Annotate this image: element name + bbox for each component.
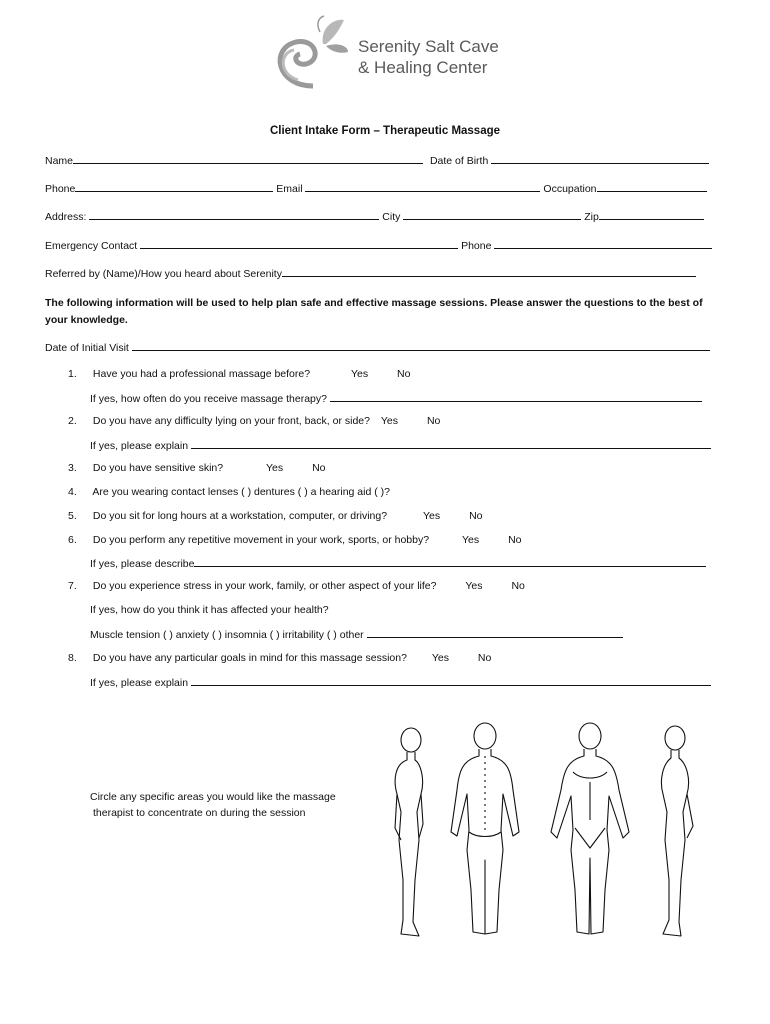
zip-label: Zip [584, 211, 599, 223]
circle-instruction [90, 789, 336, 821]
emergency-field[interactable] [140, 239, 458, 249]
city-field[interactable] [403, 210, 581, 220]
no-option[interactable]: No [469, 510, 483, 522]
phone-row [45, 182, 725, 195]
followup-text: If yes, please describe [90, 558, 195, 570]
referred-label: Referred by (Name)/How you heard about Serenity [45, 268, 282, 280]
body-side-right-figure [661, 726, 693, 936]
question-number: 4. [68, 486, 77, 498]
emergency-row [45, 239, 725, 252]
phone-field[interactable] [75, 182, 273, 192]
followup-text: If yes, please explain [90, 677, 189, 689]
dob-field[interactable] [491, 154, 709, 164]
yes-option[interactable]: Yes [465, 580, 483, 592]
yes-option[interactable]: Yes [431, 652, 449, 664]
logo [268, 14, 508, 92]
followup-field[interactable] [191, 676, 711, 686]
no-option[interactable]: No [312, 462, 326, 474]
butterfly-swirl-icon [268, 14, 354, 92]
question-text: Do you sit for long hours at a workstation, computer, or driving? [92, 510, 388, 522]
question-number: 5. [68, 510, 77, 522]
followup-field[interactable] [194, 557, 706, 567]
phone-label: Phone [45, 183, 76, 195]
body-back-figure [451, 723, 519, 934]
question-number: 8. [68, 652, 77, 664]
emergency-label: Emergency Contact [45, 240, 138, 252]
question-number: 2. [68, 415, 77, 427]
address-row [45, 210, 725, 223]
city-label: City [382, 211, 401, 223]
question-text[interactable]: Are you wearing contact lenses ( ) dentures ( ) a hearing aid ( )? [92, 486, 390, 498]
question-7 [68, 580, 525, 592]
question-1-followup [90, 392, 702, 405]
form-title: Client Intake Form – Therapeutic Massage [269, 125, 501, 137]
yes-option[interactable]: Yes [380, 415, 399, 427]
question-2 [68, 415, 440, 427]
followup-field[interactable] [330, 392, 702, 402]
name-field[interactable] [73, 154, 423, 164]
address-field[interactable] [89, 210, 379, 220]
question-3 [68, 462, 326, 474]
yes-option[interactable]: Yes [350, 368, 369, 380]
yes-option[interactable]: Yes [423, 510, 441, 522]
name-label: Name [45, 155, 74, 167]
yes-option[interactable]: Yes [266, 462, 284, 474]
question-text: Do you perform any repetitive movement in your work, sports, or hobby? [92, 534, 430, 546]
question-text: Do you have any particular goals in mind for this massage session? [92, 652, 407, 664]
question-4 [68, 486, 390, 498]
email-field[interactable] [305, 182, 540, 192]
occupation-field[interactable] [597, 182, 707, 192]
logo-line-1: Serenity Salt Cave [358, 37, 499, 56]
circle-instruction-line-2: therapist to concentrate on during the session [93, 807, 306, 819]
referred-row [45, 267, 725, 280]
emergency-phone-label: Phone [461, 240, 492, 252]
symptoms-text[interactable]: Muscle tension ( ) anxiety ( ) insomnia ( ) irritability ( ) other [90, 629, 364, 641]
no-option[interactable]: No [477, 652, 492, 664]
question-2-followup [90, 439, 711, 452]
emergency-phone-field[interactable] [494, 239, 712, 249]
other-field[interactable] [367, 628, 623, 638]
question-number: 3. [68, 462, 77, 474]
question-7-followup: If yes, how do you think it has affected your health? [90, 604, 329, 616]
logo-text [358, 36, 499, 78]
followup-text: If yes, please explain [90, 440, 189, 452]
followup-field[interactable] [191, 439, 711, 449]
zip-field[interactable] [599, 210, 704, 220]
initial-visit-label: Date of Initial Visit [45, 342, 129, 354]
yes-option[interactable]: Yes [462, 534, 480, 546]
question-7-symptoms [90, 628, 623, 641]
circle-instruction-line-1: Circle any specific areas you would like the massage [90, 791, 336, 803]
initial-visit-field[interactable] [132, 341, 710, 351]
intro-text: The following information will be used to help plan safe and effective massage sessions. Please answer the questions to the best of your knowledge. [45, 297, 703, 326]
question-text: Do you have any difficulty lying on your front, back, or side? [92, 415, 370, 427]
question-6-followup [90, 557, 706, 570]
no-option[interactable]: No [511, 580, 525, 592]
no-option[interactable]: No [397, 368, 411, 380]
no-option[interactable]: No [508, 534, 522, 546]
address-label: Address: [45, 211, 87, 223]
followup-text: If yes, how often do you receive massage therapy? [90, 393, 327, 405]
dob-label: Date of Birth [429, 155, 489, 167]
question-number: 6. [68, 534, 77, 546]
question-number: 1. [68, 368, 77, 380]
initial-visit-row [45, 341, 725, 354]
occupation-label: Occupation [543, 183, 597, 195]
body-front-figure [551, 723, 629, 934]
question-text: Do you have sensitive skin? [92, 462, 224, 474]
question-number: 7. [68, 580, 77, 592]
logo-line-2: & Healing Center [358, 58, 488, 77]
question-6 [68, 534, 522, 546]
body-diagram[interactable] [385, 720, 705, 950]
body-side-left-figure [395, 728, 423, 936]
email-label: Email [276, 183, 303, 195]
no-option[interactable]: No [426, 415, 441, 427]
question-text: Have you had a professional massage before? [92, 368, 311, 380]
question-text: Do you experience stress in your work, family, or other aspect of your life? [92, 580, 437, 592]
question-8-followup [90, 676, 711, 689]
referred-field[interactable] [282, 267, 696, 277]
name-row [45, 154, 725, 167]
question-5 [68, 510, 483, 522]
question-1 [68, 368, 410, 380]
question-8 [68, 652, 491, 664]
